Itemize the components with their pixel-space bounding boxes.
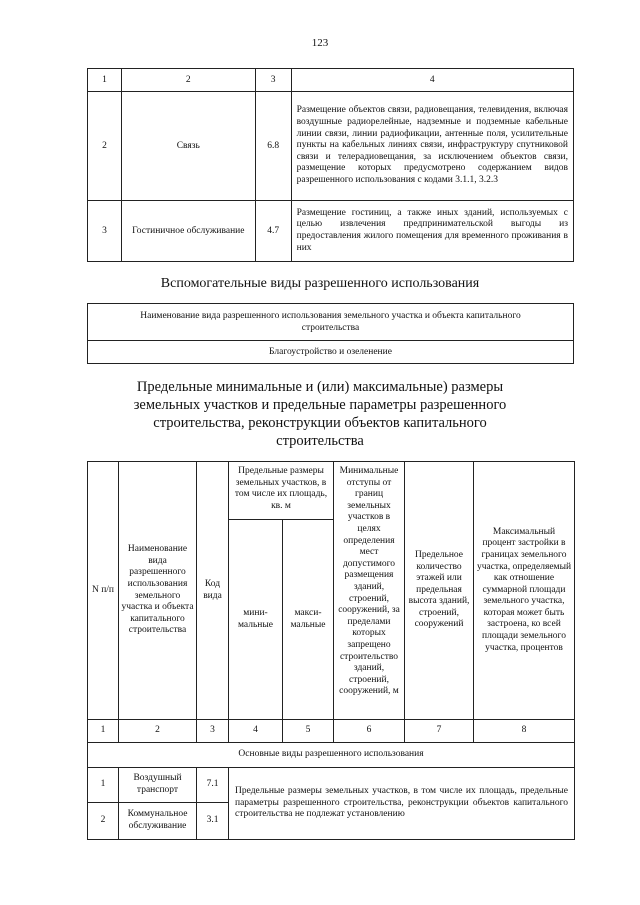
use-name: Воздушный транспорт — [119, 768, 197, 803]
table-row — [88, 768, 575, 803]
header-use-name: Наименование вида разрешенного использования земельного участка и объекта капитального строительства — [119, 462, 197, 720]
section-row — [88, 743, 575, 768]
aux-uses-table — [87, 303, 574, 364]
permitted-uses-table-continued — [87, 68, 574, 262]
use-code: 3.1 — [197, 803, 229, 840]
use-description: Размещение гостиниц, а также иных зданий, используемых с целью извлечения предпринимательской выгоды из предоставления жилого помещения для временного проживания в них — [291, 201, 573, 262]
header-floors: Предельное количество этажей или предельная высота зданий, строений, сооружений — [405, 462, 474, 720]
col-number: 5 — [283, 720, 334, 743]
header-n: N п/п — [88, 462, 119, 720]
row-number: 1 — [88, 768, 119, 803]
col-number: 1 — [88, 69, 122, 92]
column-number-row — [88, 720, 575, 743]
use-name: Коммунальное обслуживание — [119, 803, 197, 840]
aux-uses-heading: Вспомогательные виды разрешенного использования — [160, 276, 480, 291]
section-title: Основные виды разрешенного использования — [88, 743, 575, 768]
table-row — [88, 201, 574, 262]
header-min: мини-мальные — [229, 520, 283, 720]
col-number: 8 — [474, 720, 575, 743]
col-number: 1 — [88, 720, 119, 743]
use-description: Размещение объектов связи, радиовещания, телевидения, включая воздушные радиорелейные, надземные и подземные кабельные линии связи, линии радиофикации, антенные поля, усилительные пункты на кабельных линиях связи, инфраструктуру спутниковой связи и телерадиовещания, за исключением объектов связи, размещение которых предусмотрено содержанием видов разрешенного использования с кодами 3.1.1, 3.2.3 — [291, 92, 573, 201]
col-number: 3 — [255, 69, 291, 92]
row-number: 2 — [88, 803, 119, 840]
limits-heading-line: Предельные минимальные и (или) максимальные) размеры — [136, 379, 504, 395]
aux-uses-header: Наименование вида разрешенного использования земельного участка и объекта капитального строительства — [88, 304, 574, 341]
col-number: 4 — [291, 69, 573, 92]
limits-heading — [0, 378, 640, 450]
col-number: 2 — [121, 69, 255, 92]
limits-not-established-text: Предельные размеры земельных участков, в том числе их площадь, предельные параметры разрешенного строительства, реконструкции объектов капитального строительства не подлежат установлению — [229, 768, 575, 840]
limits-heading-line: строительства — [276, 433, 364, 449]
row-number: 2 — [88, 92, 122, 201]
col-number: 6 — [334, 720, 405, 743]
header-max: макси-мальные — [283, 520, 334, 720]
limits-heading-line: строительства, реконструкции объектов капитального — [153, 415, 487, 431]
col-number: 4 — [229, 720, 283, 743]
header-setbacks: Минимальные отступы от границ земельных участков в целях определения мест допустимого размещения зданий, строений, сооружений, за пределами которых запрещено строительство зданий, строений, сооружений, м — [334, 462, 405, 720]
table-row — [88, 341, 574, 364]
aux-use-name: Благоустройство и озеленение — [88, 341, 574, 364]
table-header-row — [88, 304, 574, 341]
use-name: Гостиничное обслуживание — [121, 201, 255, 262]
page-number: 123 — [311, 37, 329, 49]
use-code: 4.7 — [255, 201, 291, 262]
header-code: Код вида — [197, 462, 229, 720]
table-row — [88, 92, 574, 201]
use-code: 6.8 — [255, 92, 291, 201]
use-name: Связь — [121, 92, 255, 201]
col-number: 3 — [197, 720, 229, 743]
col-number: 2 — [119, 720, 197, 743]
table-header-row — [88, 69, 574, 92]
header-coverage: Максимальный процент застройки в границах земельного участка, определяемый как отношение суммарной площади земельного участка, которая может быть застроена, ко всей площади земельного участка, процентов — [474, 462, 575, 720]
col-number: 7 — [405, 720, 474, 743]
limits-heading-line: земельных участков и предельные параметры разрешенного — [133, 397, 507, 413]
table-header-row — [88, 462, 575, 520]
use-code: 7.1 — [197, 768, 229, 803]
limits-table — [87, 461, 575, 840]
row-number: 3 — [88, 201, 122, 262]
header-plot-sizes: Предельные размеры земельных участков, в том числе их площадь, кв. м — [229, 462, 334, 520]
